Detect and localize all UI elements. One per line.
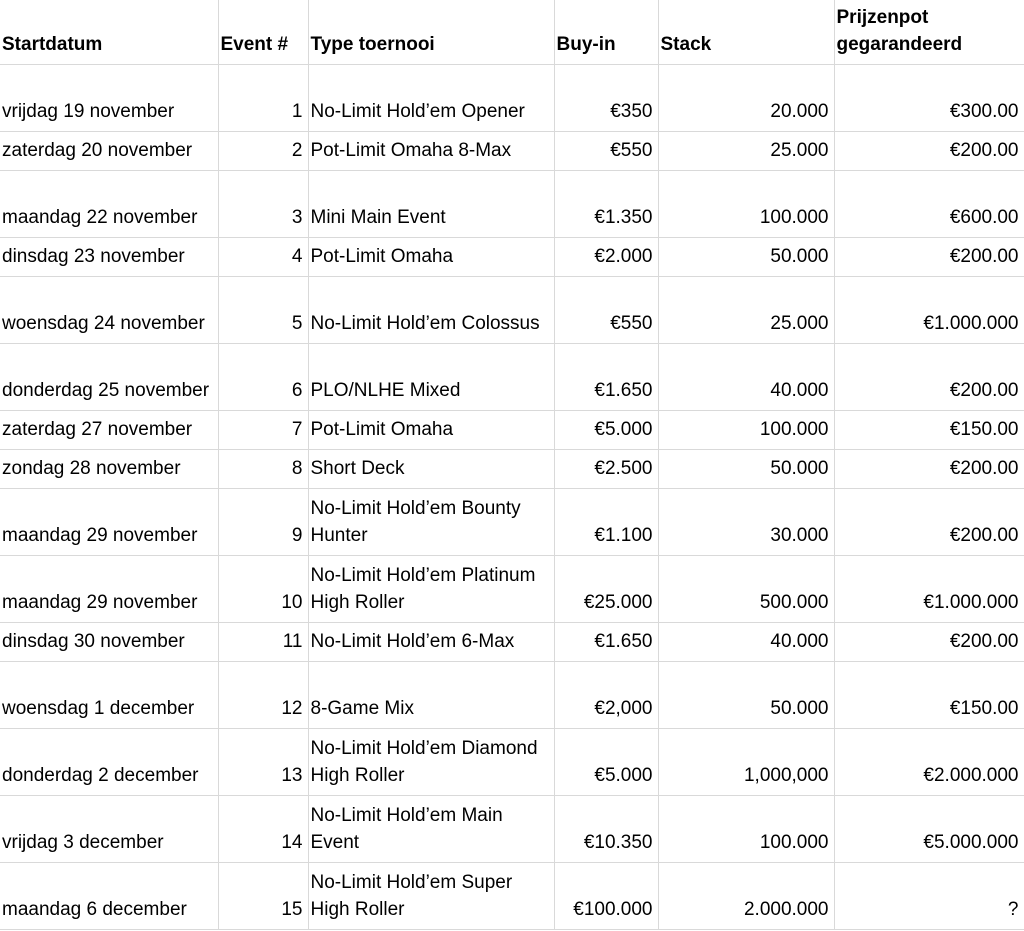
cell-guaranteed-prize-pool: €200.00 [834, 131, 1024, 170]
header-start-date: Startdatum [0, 0, 218, 64]
cell-buy-in: €2,000 [554, 661, 658, 728]
cell-guaranteed-prize-pool: €5.000.000 [834, 795, 1024, 862]
table-row [0, 488, 1024, 555]
cell-start-date: donderdag 2 december [0, 728, 218, 795]
cell-start-date: donderdag 25 november [0, 343, 218, 410]
cell-stack: 25.000 [658, 131, 834, 170]
cell-event-number: 2 [218, 131, 308, 170]
cell-stack: 30.000 [658, 488, 834, 555]
cell-tournament-type: Pot-Limit Omaha [308, 237, 554, 276]
cell-event-number: 3 [218, 170, 308, 237]
cell-event-number: 12 [218, 661, 308, 728]
cell-stack: 50.000 [658, 237, 834, 276]
cell-buy-in: €5.000 [554, 728, 658, 795]
cell-stack: 100.000 [658, 795, 834, 862]
cell-buy-in: €1.350 [554, 170, 658, 237]
cell-start-date: dinsdag 23 november [0, 237, 218, 276]
cell-start-date: woensdag 24 november [0, 276, 218, 343]
cell-tournament-type: Pot-Limit Omaha [308, 410, 554, 449]
table-row [0, 449, 1024, 488]
cell-guaranteed-prize-pool: €200.00 [834, 622, 1024, 661]
cell-buy-in: €1.650 [554, 622, 658, 661]
cell-guaranteed-prize-pool: €200.00 [834, 488, 1024, 555]
header-buy-in: Buy-in [554, 0, 658, 64]
cell-buy-in: €350 [554, 64, 658, 131]
cell-start-date: vrijdag 3 december [0, 795, 218, 862]
cell-start-date: maandag 22 november [0, 170, 218, 237]
cell-event-number: 8 [218, 449, 308, 488]
cell-buy-in: €2.000 [554, 237, 658, 276]
cell-guaranteed-prize-pool: €300.00 [834, 64, 1024, 131]
table-row [0, 728, 1024, 795]
cell-start-date: zondag 28 november [0, 449, 218, 488]
cell-start-date: vrijdag 19 november [0, 64, 218, 131]
table-row [0, 795, 1024, 862]
cell-event-number: 7 [218, 410, 308, 449]
cell-event-number: 6 [218, 343, 308, 410]
cell-event-number: 1 [218, 64, 308, 131]
cell-tournament-type: No-Limit Hold’em Main Event [308, 795, 554, 862]
cell-event-number: 11 [218, 622, 308, 661]
cell-buy-in: €100.000 [554, 862, 658, 929]
cell-guaranteed-prize-pool: €1.000.000 [834, 276, 1024, 343]
cell-start-date: maandag 29 november [0, 488, 218, 555]
cell-start-date: zaterdag 20 november [0, 131, 218, 170]
cell-start-date: maandag 29 november [0, 555, 218, 622]
cell-guaranteed-prize-pool: €200.00 [834, 343, 1024, 410]
cell-guaranteed-prize-pool: €1.000.000 [834, 555, 1024, 622]
cell-guaranteed-prize-pool: €600.00 [834, 170, 1024, 237]
cell-start-date: maandag 6 december [0, 862, 218, 929]
cell-guaranteed-prize-pool: €200.00 [834, 449, 1024, 488]
cell-event-number: 13 [218, 728, 308, 795]
header-stack: Stack [658, 0, 834, 64]
cell-guaranteed-prize-pool: ? [834, 862, 1024, 929]
cell-tournament-type: Pot-Limit Omaha 8-Max [308, 131, 554, 170]
table-row [0, 343, 1024, 410]
cell-event-number: 5 [218, 276, 308, 343]
table-row [0, 170, 1024, 237]
cell-stack: 40.000 [658, 622, 834, 661]
table-row [0, 276, 1024, 343]
cell-tournament-type: No-Limit Hold’em Platinum High Roller [308, 555, 554, 622]
cell-guaranteed-prize-pool: €200.00 [834, 237, 1024, 276]
cell-stack: 50.000 [658, 661, 834, 728]
table-row [0, 622, 1024, 661]
cell-tournament-type: PLO/NLHE Mixed [308, 343, 554, 410]
cell-tournament-type: No-Limit Hold’em Bounty Hunter [308, 488, 554, 555]
table-row [0, 410, 1024, 449]
cell-event-number: 14 [218, 795, 308, 862]
table-row [0, 64, 1024, 131]
cell-event-number: 10 [218, 555, 308, 622]
cell-start-date: dinsdag 30 november [0, 622, 218, 661]
cell-tournament-type: No-Limit Hold’em 6-Max [308, 622, 554, 661]
header-guaranteed-prize-pool: Prijzenpot gegarandeerd [834, 0, 1024, 64]
table-row [0, 862, 1024, 929]
cell-tournament-type: 8-Game Mix [308, 661, 554, 728]
cell-event-number: 4 [218, 237, 308, 276]
header-event-number: Event # [218, 0, 308, 64]
cell-start-date: zaterdag 27 november [0, 410, 218, 449]
cell-buy-in: €2.500 [554, 449, 658, 488]
cell-tournament-type: No-Limit Hold’em Opener [308, 64, 554, 131]
cell-stack: 2.000.000 [658, 862, 834, 929]
cell-buy-in: €5.000 [554, 410, 658, 449]
cell-guaranteed-prize-pool: €2.000.000 [834, 728, 1024, 795]
cell-buy-in: €1.100 [554, 488, 658, 555]
cell-stack: 50.000 [658, 449, 834, 488]
cell-stack: 1,000,000 [658, 728, 834, 795]
table-row [0, 661, 1024, 728]
cell-stack: 40.000 [658, 343, 834, 410]
cell-event-number: 9 [218, 488, 308, 555]
cell-stack: 20.000 [658, 64, 834, 131]
cell-stack: 500.000 [658, 555, 834, 622]
cell-guaranteed-prize-pool: €150.00 [834, 661, 1024, 728]
table-row [0, 237, 1024, 276]
cell-tournament-type: No-Limit Hold’em Colossus [308, 276, 554, 343]
cell-start-date: woensdag 1 december [0, 661, 218, 728]
cell-stack: 100.000 [658, 410, 834, 449]
cell-tournament-type: Short Deck [308, 449, 554, 488]
table-row [0, 555, 1024, 622]
cell-buy-in: €550 [554, 131, 658, 170]
cell-event-number: 15 [218, 862, 308, 929]
header-tournament-type: Type toernooi [308, 0, 554, 64]
cell-tournament-type: No-Limit Hold’em Diamond High Roller [308, 728, 554, 795]
table-row [0, 131, 1024, 170]
cell-buy-in: €25.000 [554, 555, 658, 622]
cell-guaranteed-prize-pool: €150.00 [834, 410, 1024, 449]
cell-stack: 100.000 [658, 170, 834, 237]
cell-buy-in: €550 [554, 276, 658, 343]
cell-tournament-type: Mini Main Event [308, 170, 554, 237]
cell-stack: 25.000 [658, 276, 834, 343]
header-row [0, 0, 1024, 64]
cell-buy-in: €1.650 [554, 343, 658, 410]
cell-buy-in: €10.350 [554, 795, 658, 862]
cell-tournament-type: No-Limit Hold’em Super High Roller [308, 862, 554, 929]
